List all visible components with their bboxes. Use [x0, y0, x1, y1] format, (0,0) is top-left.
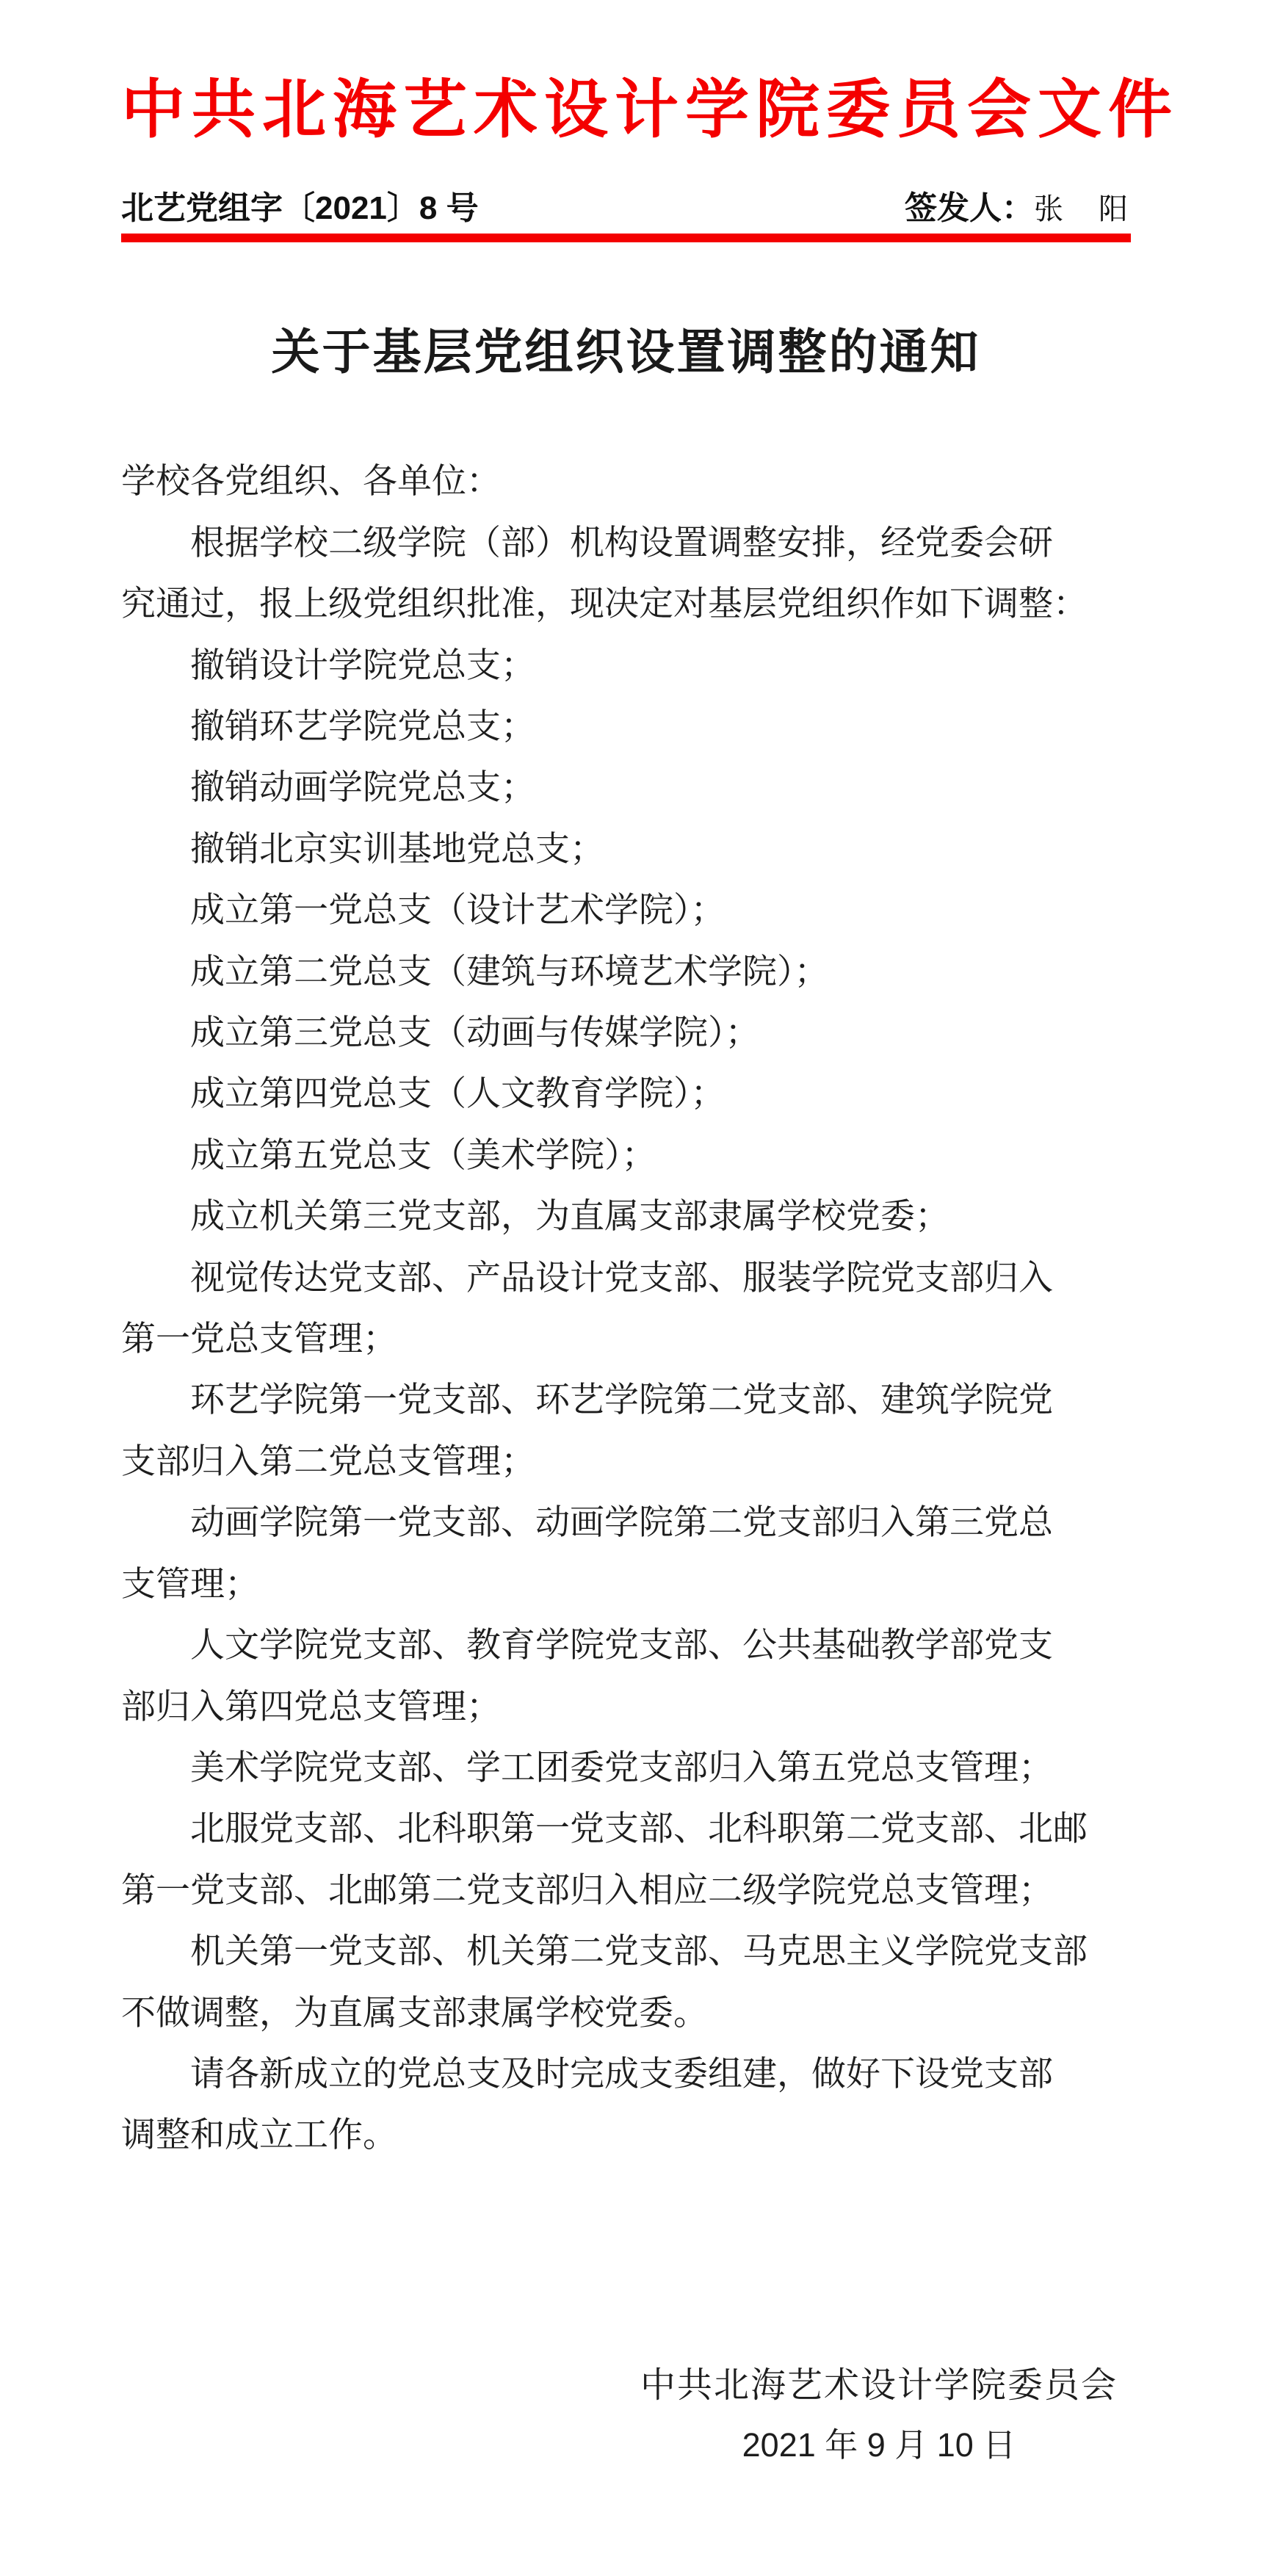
doc-number: 北艺党组字〔2021〕8 号: [121, 189, 479, 226]
body-line: 部归入第四党总支管理；: [121, 1686, 501, 1726]
signature-inner: [640, 2355, 1118, 2467]
body-line: 人文学院党支部、教育学院党支部、公共基础教学部党支: [190, 1625, 1053, 1665]
signature-committee: 中共北海艺术设计学院委员会: [640, 2365, 1118, 2405]
body-line: 北服党支部、北科职第一党支部、北科职第二党支部、北邮: [190, 1809, 1088, 1848]
body-line: 调整和成立工作。: [121, 2115, 397, 2154]
red-header-title: 中共北海艺术设计学院委员会文件: [121, 74, 1179, 145]
body-line: 视觉传达党支部、产品设计党支部、服装学院党支部归入: [190, 1257, 1053, 1297]
body-line: 美术学院党支部、学工团委党支部归入第五党总支管理；: [190, 1747, 1053, 1787]
body-line: 支管理；: [121, 1563, 259, 1603]
body-line: 成立第三党总支（动画与传媒学院）；: [190, 1013, 760, 1052]
body-line: 环艺学院第一党支部、环艺学院第二党支部、建筑学院党: [190, 1380, 1053, 1419]
red-separator-line: [121, 234, 1131, 242]
issuer-label: 签发人：: [905, 189, 1034, 226]
body-line: 撤销北京实训基地党总支；: [190, 828, 604, 868]
signature-date: 2021 年 9 月 10 日: [742, 2425, 1016, 2464]
body-line: 究通过，报上级党组织批准，现决定对基层党组织作如下调整：: [121, 584, 1088, 623]
body-line: 动画学院第一党支部、动画学院第二党支部归入第三党总: [190, 1502, 1053, 1542]
body-line: 撤销动画学院党总支；: [190, 767, 535, 807]
issuer: [905, 189, 1131, 228]
body-line: 不做调整，为直属支部隶属学校党委。: [121, 1992, 708, 2032]
body-line: 支部归入第二党总支管理；: [121, 1441, 535, 1480]
doc-number-row: [121, 189, 1131, 228]
body-line: 第一党支部、北邮第二党支部归入相应二级学院党总支管理；: [121, 1870, 1053, 1909]
notice-title: 关于基层党组织设置调整的通知: [271, 325, 981, 380]
body-line: 请各新成立的党总支及时完成支委组建，做好下设党支部: [190, 2053, 1053, 2093]
document-content: [121, 74, 1179, 2467]
notice-body: [121, 450, 1131, 2165]
body-line: 成立机关第三党支部，为直属支部隶属学校党委；: [190, 1196, 949, 1236]
body-line: 第一党总支管理；: [121, 1319, 397, 1358]
body-line: 撤销设计学院党总支；: [190, 645, 535, 684]
body-line: 成立第四党总支（人文教育学院）；: [190, 1074, 726, 1113]
body-lines: [121, 512, 1131, 2166]
signature-block: [121, 2355, 1118, 2467]
body-line: 成立第二党总支（建筑与环境艺术学院）；: [190, 951, 829, 991]
issuer-name: 张 阳: [1034, 192, 1131, 225]
body-line: 根据学校二级学院（部）机构设置调整安排，经党委会研: [190, 522, 1053, 562]
body-line: 撤销环艺学院党总支；: [190, 706, 535, 745]
body-line: 机关第一党支部、机关第二党支部、马克思主义学院党支部: [190, 1931, 1088, 1971]
salutation: 学校各党组织、各单位：: [121, 461, 501, 501]
body-line: 成立第五党总支（美术学院）；: [190, 1135, 656, 1174]
body-line: 成立第一党总支（设计艺术学院）；: [190, 890, 726, 930]
